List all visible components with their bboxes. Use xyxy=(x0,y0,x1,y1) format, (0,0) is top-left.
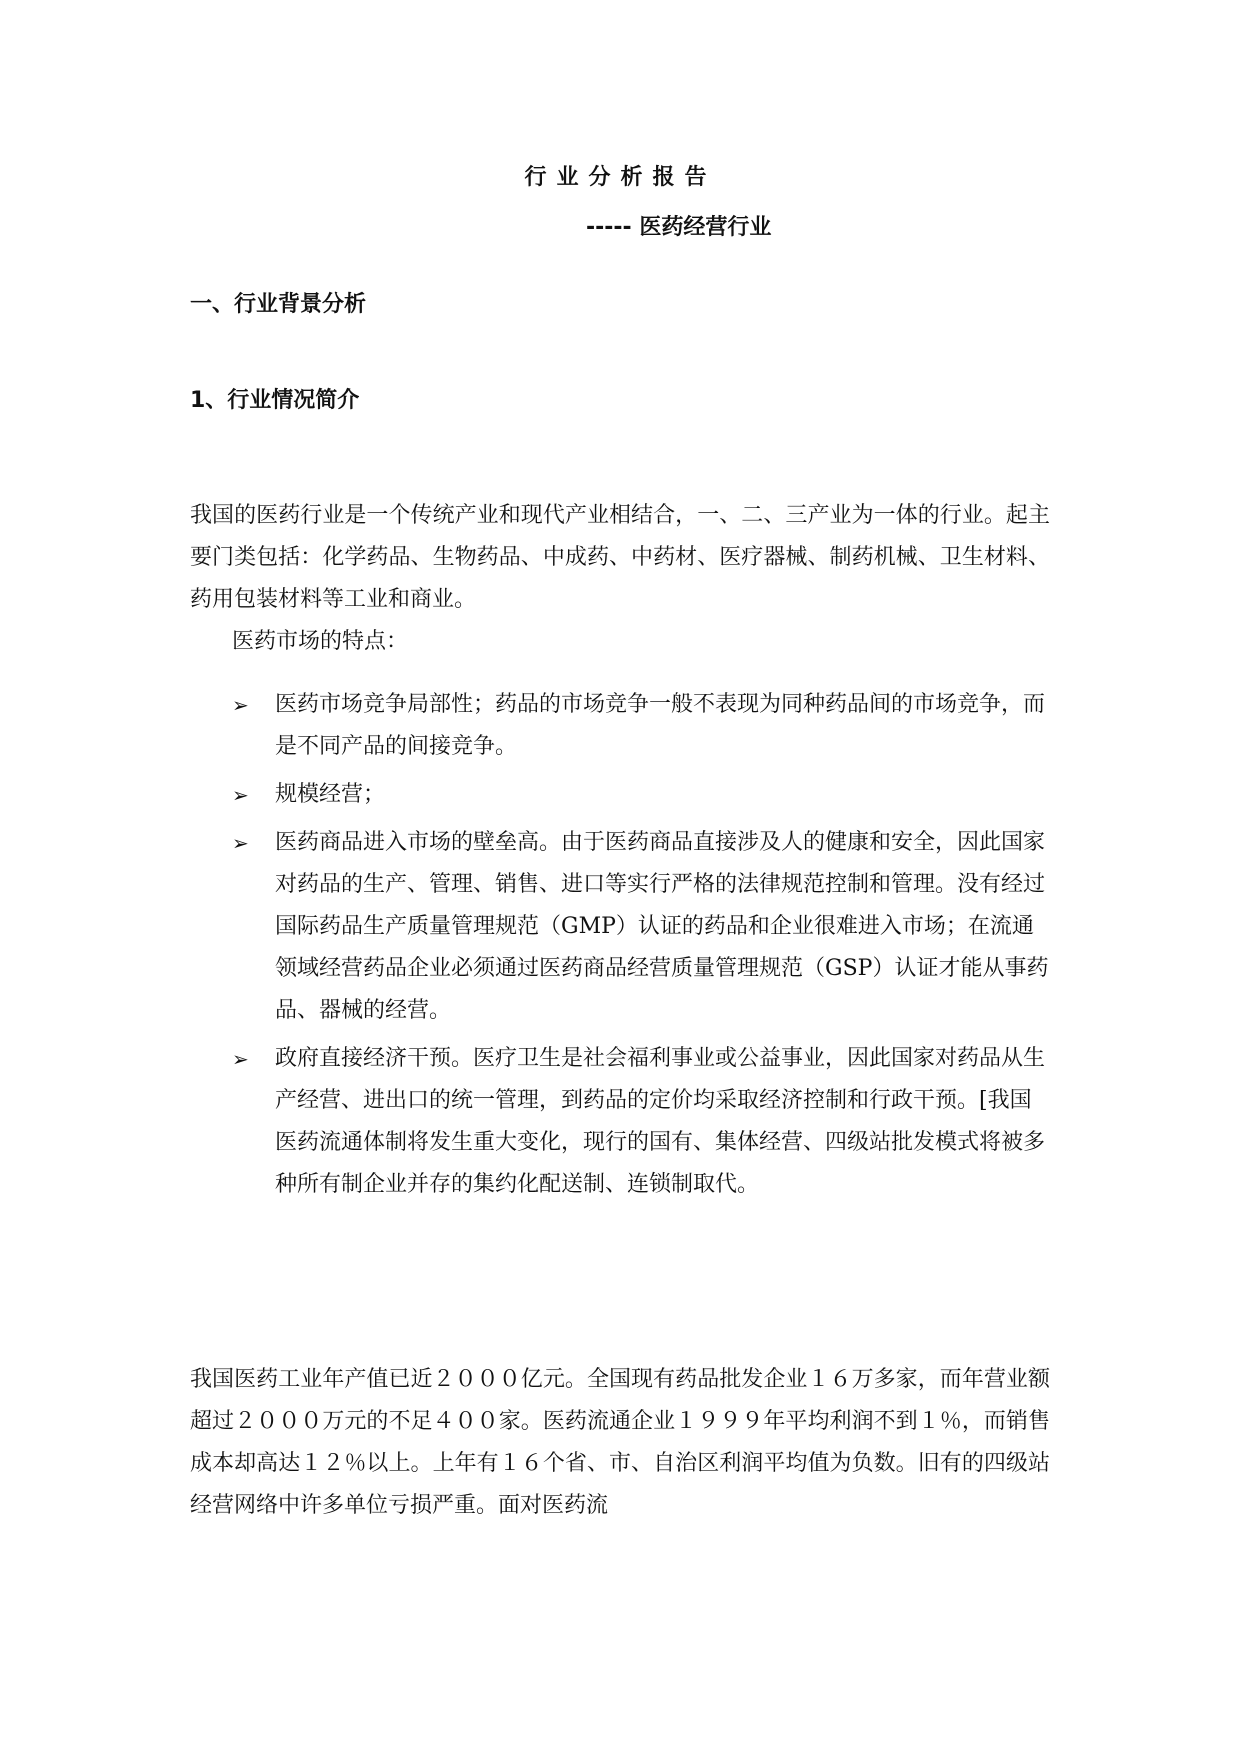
list-item-text: 政府直接经济干预。医疗卫生是社会福利事业或公益事业，因此国家对药品从生产经营、进出口的统一管理，到药品的定价均采取经济控制和行政干预。[我国医药流通体制将发生重大变化，现行的国有、集体经营、四级站批发模式将被多种所有制企业并存的集约化配送制、连锁制取代。 xyxy=(275,1046,1046,1197)
list-item xyxy=(232,822,1052,1032)
arrowhead-bullet-icon: ➢ xyxy=(232,693,249,717)
intro-paragraph: 我国的医药行业是一个传统产业和现代产业相结合，一、二、三产业为一体的行业。起主要门类包括：化学药品、生物药品、中成药、中药材、医疗器械、制药机械、卫生材料、药用包装材料等工业和商业。 xyxy=(190,503,1050,612)
list-item xyxy=(232,684,1052,768)
list-item xyxy=(232,774,1052,816)
list-item xyxy=(232,1038,1052,1206)
document-subtitle: ----- 医药经营行业 xyxy=(586,215,772,240)
list-item-text: 医药商品进入市场的壁垒高。由于医药商品直接涉及人的健康和安全，因此国家对药品的生产、管理、销售、进口等实行严格的法律规范控制和管理。没有经过国际药品生产质量管理规范（GMP）认证的药品和企业很难进入市场；在流通领域经营药品企业必须通过医药商品经营质量管理规范（GSP）认证才能从事药品、器械的经营。 xyxy=(275,830,1049,1023)
features-intro: 医药市场的特点： xyxy=(232,629,409,654)
feature-list xyxy=(232,684,1052,1212)
list-item-text: 医药市场竞争局部性；药品的市场竞争一般不表现为同种药品间的市场竞争，而是不同产品的间接竞争。 xyxy=(275,692,1046,759)
list-item-text: 规模经营； xyxy=(275,782,386,807)
subsection-heading: 1、行业情况简介 xyxy=(190,388,360,413)
section-heading: 一、行业背景分析 xyxy=(190,292,367,317)
arrowhead-bullet-icon: ➢ xyxy=(232,1047,249,1071)
arrowhead-bullet-icon: ➢ xyxy=(232,831,249,855)
arrowhead-bullet-icon: ➢ xyxy=(232,783,249,807)
industry-stats-paragraph: 我国医药工业年产值已近２０００亿元。全国现有药品批发企业１６万多家，而年营业额超过２０００万元的不足４００家。医药流通企业１９９９年平均利润不到１％，而销售成本却高达１２％以上。上年有１６个省、市、自治区利润平均值为负数。旧有的四级站经营网络中许多单位亏损严重。面对医药流 xyxy=(190,1367,1050,1518)
document-title: 行业分析报告 xyxy=(524,165,717,190)
